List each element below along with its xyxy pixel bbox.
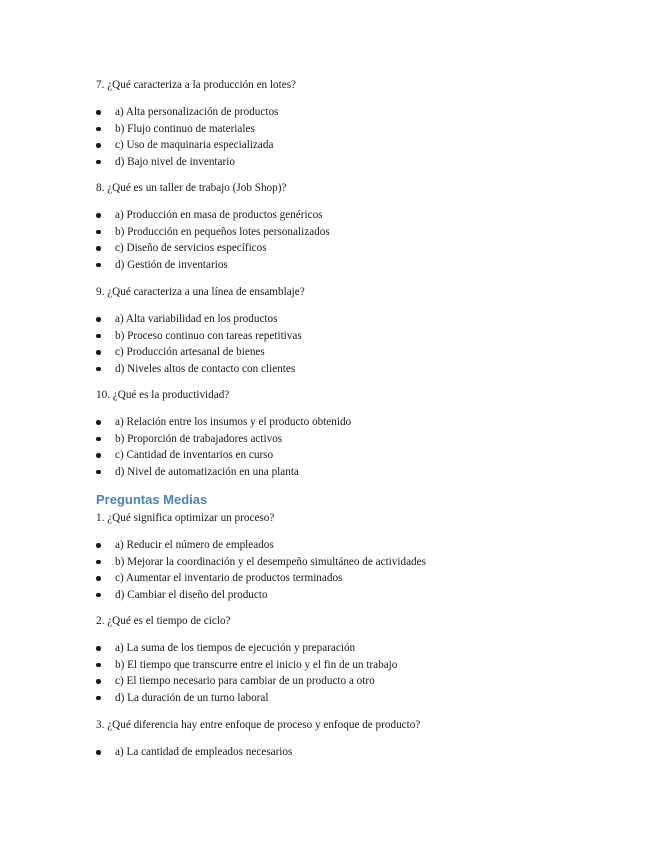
bullet-icon [96, 263, 101, 268]
question-text: 3. ¿Qué diferencia hay entre enfoque de proceso y enfoque de producto? [96, 719, 421, 731]
option-text: c) Uso de maquinaria especializada [115, 139, 274, 151]
list-item [96, 312, 635, 329]
option-text: a) Producción en masa de productos genéricos [115, 209, 323, 221]
list-item [96, 415, 635, 432]
list-item [96, 641, 635, 658]
question-block [96, 511, 635, 525]
list-item [96, 241, 635, 258]
option-text: a) La cantidad de empleados necesarios [115, 746, 293, 758]
list-item [96, 674, 635, 691]
option-text: a) Alta personalización de productos [115, 106, 279, 118]
list-item [96, 362, 635, 379]
bullet-icon [96, 246, 101, 251]
bullet-icon [96, 453, 101, 458]
bullet-icon [96, 160, 101, 165]
bullet-icon [96, 350, 101, 355]
list-item [96, 432, 635, 449]
bullet-icon [96, 750, 101, 755]
list-item [96, 555, 635, 572]
question-text: 10. ¿Qué es la productividad? [96, 389, 230, 401]
list-item [96, 138, 635, 155]
question-text: 2. ¿Qué es el tiempo de ciclo? [96, 615, 231, 627]
bullet-icon [96, 367, 101, 372]
list-item [96, 155, 635, 172]
options-list [96, 538, 635, 604]
question-block [96, 285, 635, 299]
bullet-icon [96, 213, 101, 218]
option-text: d) Niveles altos de contacto con clientes [115, 362, 296, 375]
bullet-icon [96, 576, 101, 581]
bullet-icon [96, 560, 101, 565]
option-text: b) Mejorar la coordinación y el desempeño simultáneo de actividades [115, 555, 426, 568]
list-item [96, 465, 635, 482]
question-block [96, 614, 635, 628]
options-list [96, 745, 635, 762]
list-item [96, 345, 635, 362]
list-item [96, 571, 635, 588]
list-item [96, 122, 635, 139]
bullet-icon [96, 110, 101, 115]
question-text: 1. ¿Qué significa optimizar un proceso? [96, 512, 275, 524]
bullet-icon [96, 127, 101, 132]
option-text: c) Aumentar el inventario de productos terminados [115, 572, 343, 584]
option-text: c) Producción artesanal de bienes [115, 346, 265, 358]
bullet-icon [96, 437, 101, 442]
options-list [96, 208, 635, 274]
option-text: b) Proceso continuo con tareas repetitivas [115, 329, 302, 342]
bullet-icon [96, 679, 101, 684]
option-text: b) El tiempo que transcurre entre el inicio y el fin de un trabajo [115, 658, 398, 671]
question-block [96, 388, 635, 402]
section-heading: Preguntas Medias [96, 492, 208, 507]
option-text: d) Nivel de automatización en una planta [115, 465, 299, 478]
options-list [96, 312, 635, 378]
option-text: b) Flujo continuo de materiales [115, 122, 255, 135]
list-item [96, 691, 635, 708]
list-item [96, 745, 635, 762]
list-item [96, 258, 635, 275]
option-text: a) Relación entre los insumos y el producto obtenido [115, 416, 352, 428]
question-block [96, 78, 635, 92]
question-text: 7. ¿Qué caracteriza a la producción en lotes? [96, 79, 297, 91]
option-text: d) Bajo nivel de inventario [115, 155, 235, 168]
bullet-icon [96, 646, 101, 651]
bullet-icon [96, 317, 101, 322]
bullet-icon [96, 663, 101, 668]
question-text: 9. ¿Qué caracteriza a una línea de ensamblaje? [96, 286, 305, 298]
question-block [96, 718, 635, 732]
bullet-icon [96, 543, 101, 548]
option-text: b) Producción en pequeños lotes personalizados [115, 225, 330, 238]
bullet-icon [96, 230, 101, 235]
option-text: d) Cambiar el diseño del producto [115, 588, 268, 601]
option-text: a) La suma de los tiempos de ejecución y preparación [115, 642, 356, 654]
options-list [96, 415, 635, 481]
options-list [96, 105, 635, 171]
bullet-icon [96, 696, 101, 701]
option-text: d) Gestión de inventarios [115, 258, 228, 271]
list-item [96, 588, 635, 605]
option-text: a) Reducir el número de empleados [115, 539, 274, 551]
question-text: 8. ¿Qué es un taller de trabajo (Job Shop)? [96, 182, 287, 194]
list-item [96, 448, 635, 465]
list-item [96, 208, 635, 225]
option-text: d) La duración de un turno laboral [115, 691, 269, 704]
option-text: b) Proporción de trabajadores activos [115, 432, 283, 445]
question-block [96, 181, 635, 195]
list-item [96, 658, 635, 675]
option-text: a) Alta variabilidad en los productos [115, 313, 278, 325]
options-list [96, 641, 635, 707]
option-text: c) Diseño de servicios específicos [115, 242, 267, 254]
bullet-icon [96, 143, 101, 148]
list-item [96, 329, 635, 346]
bullet-icon [96, 593, 101, 598]
bullet-icon [96, 334, 101, 339]
list-item [96, 225, 635, 242]
list-item [96, 105, 635, 122]
bullet-icon [96, 420, 101, 425]
bullet-icon [96, 470, 101, 475]
option-text: c) Cantidad de inventarios en curso [115, 449, 274, 461]
list-item [96, 538, 635, 555]
option-text: c) El tiempo necesario para cambiar de un producto a otro [115, 675, 375, 687]
